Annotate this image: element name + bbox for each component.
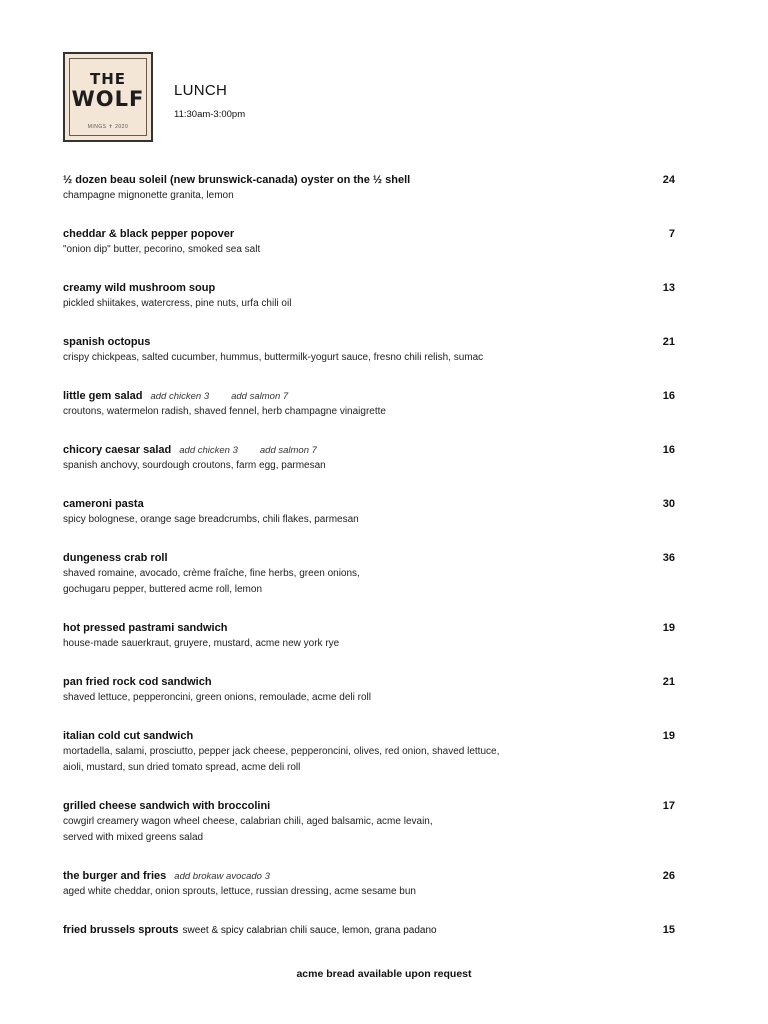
menu-item-addon: add chicken 3 xyxy=(150,391,210,402)
menu-item xyxy=(63,173,683,204)
menu-item-price: 21 xyxy=(662,336,675,348)
menu-item-name-line xyxy=(63,173,683,188)
menu-item xyxy=(63,869,683,900)
menu-list xyxy=(63,173,683,961)
menu-item-name-line xyxy=(63,923,683,938)
menu-item-price: 7 xyxy=(668,228,675,240)
menu-item xyxy=(63,729,683,776)
menu-item-price: 15 xyxy=(662,924,675,936)
menu-item-name-line xyxy=(63,799,683,814)
menu-item-description: aioli, mustard, sun dried tomato spread, acme deli roll xyxy=(63,762,301,773)
menu-item-price: 30 xyxy=(662,498,675,510)
footer-note: acme bread available upon request xyxy=(296,968,472,980)
menu-item xyxy=(63,923,683,938)
menu-item-description: house-made sauerkraut, gruyere, mustard, acme new york rye xyxy=(63,638,340,649)
menu-item xyxy=(63,227,683,258)
menu-item xyxy=(63,551,683,598)
menu-item-name: ½ dozen beau soleil (new brunswick-canada) oyster on the ½ shell xyxy=(63,174,411,186)
menu-item-price: 19 xyxy=(662,622,675,634)
menu-item-price: 16 xyxy=(662,444,675,456)
menu-item-addon: add chicken 3 xyxy=(179,445,238,456)
menu-item-name: chicory caesar salad xyxy=(63,444,172,456)
menu-item-description: spicy bolognese, orange sage breadcrumbs, chili flakes, parmesan xyxy=(63,514,359,525)
menu-item-description: shaved romaine, avocado, crème fraîche, fine herbs, green onions, xyxy=(63,568,360,579)
menu-item-name: fried brussels sprouts xyxy=(63,924,179,936)
menu-item-name-line xyxy=(63,869,683,884)
menu-item-name: grilled cheese sandwich with broccolini xyxy=(63,800,271,812)
menu-item xyxy=(63,675,683,706)
menu-item-name-line xyxy=(63,729,683,744)
menu-item-description: pickled shiitakes, watercress, pine nuts, urfa chili oil xyxy=(63,298,292,309)
menu-item-name: italian cold cut sandwich xyxy=(63,730,194,742)
menu-item-price: 16 xyxy=(662,390,675,402)
menu-item-inline-description: sweet & spicy calabrian chili sauce, lemon, grana padano xyxy=(182,925,437,936)
menu-item xyxy=(63,281,683,312)
menu-item-name: cheddar & black pepper popover xyxy=(63,228,235,240)
menu-item-addon: add salmon 7 xyxy=(259,445,317,456)
menu-item-name-line xyxy=(63,335,683,350)
menu-item-price: 19 xyxy=(662,730,675,742)
menu-item-description: gochugaru pepper, buttered acme roll, lemon xyxy=(63,584,263,595)
menu-item-name: cameroni pasta xyxy=(63,498,144,510)
menu-item-description: croutons, watermelon radish, shaved fennel, herb champagne vinaigrette xyxy=(63,406,386,417)
menu-item xyxy=(63,335,683,366)
menu-item-description: spanish anchovy, sourdough croutons, farm egg, parmesan xyxy=(63,460,326,471)
menu-item-name: creamy wild mushroom soup xyxy=(63,282,216,294)
menu-item-name-line xyxy=(63,389,683,404)
menu-item-name-line xyxy=(63,621,683,636)
menu-hours: 11:30am-3:00pm xyxy=(174,109,246,120)
menu-item-price: 17 xyxy=(662,800,675,812)
menu-item-price: 36 xyxy=(662,552,675,564)
logo-foot: MINGS ✝ 2020 xyxy=(87,124,129,130)
menu-item-name: the burger and fries xyxy=(63,870,167,882)
menu-item-addon: add brokaw avocado 3 xyxy=(174,871,270,882)
menu-item-description: aged white cheddar, onion sprouts, lettuce, russian dressing, acme sesame bun xyxy=(63,886,416,897)
menu-item-addon: add salmon 7 xyxy=(231,391,289,402)
menu-item xyxy=(63,799,683,846)
menu-item-description: champagne mignonette granita, lemon xyxy=(63,190,234,201)
menu-item-name-line xyxy=(63,227,683,242)
menu-item-description: shaved lettuce, pepperoncini, green onions, remoulade, acme deli roll xyxy=(63,692,371,703)
menu-item-description: "onion dip" butter, pecorino, smoked sea salt xyxy=(63,244,261,255)
menu-item xyxy=(63,389,683,420)
menu-item-name-line xyxy=(63,551,683,566)
menu-item-name: spanish octopus xyxy=(63,336,151,348)
logo-line-2: WOLF xyxy=(71,87,145,111)
menu-item-name: hot pressed pastrami sandwich xyxy=(63,622,228,634)
menu-item xyxy=(63,621,683,652)
menu-item-name-line xyxy=(63,675,683,690)
menu-item-name: pan fried rock cod sandwich xyxy=(63,676,212,688)
menu-title: LUNCH xyxy=(174,82,228,99)
menu-item-name-line xyxy=(63,443,683,458)
menu-item-description: cowgirl creamery wagon wheel cheese, calabrian chili, aged balsamic, acme levain, xyxy=(63,816,433,827)
menu-item-name: little gem salad xyxy=(63,390,143,402)
menu-item-description: served with mixed greens salad xyxy=(63,832,204,843)
menu-item xyxy=(63,443,683,474)
menu-item-name-line xyxy=(63,497,683,512)
menu-item-price: 13 xyxy=(662,282,675,294)
menu-item-price: 21 xyxy=(662,676,675,688)
logo-line-1: THE xyxy=(89,70,127,88)
menu-item xyxy=(63,497,683,528)
the-wolf-logo xyxy=(63,52,153,142)
menu-item-description: mortadella, salami, prosciutto, pepper jack cheese, pepperoncini, olives, red onion, shaved lettuce, xyxy=(63,746,500,757)
menu-item-name-line xyxy=(63,281,683,296)
menu-item-price: 26 xyxy=(662,870,675,882)
menu-item-name: dungeness crab roll xyxy=(63,552,168,564)
menu-item-price: 24 xyxy=(662,174,675,186)
menu-item-description: crispy chickpeas, salted cucumber, hummus, buttermilk-yogurt sauce, fresno chili relish, sumac xyxy=(63,352,484,363)
